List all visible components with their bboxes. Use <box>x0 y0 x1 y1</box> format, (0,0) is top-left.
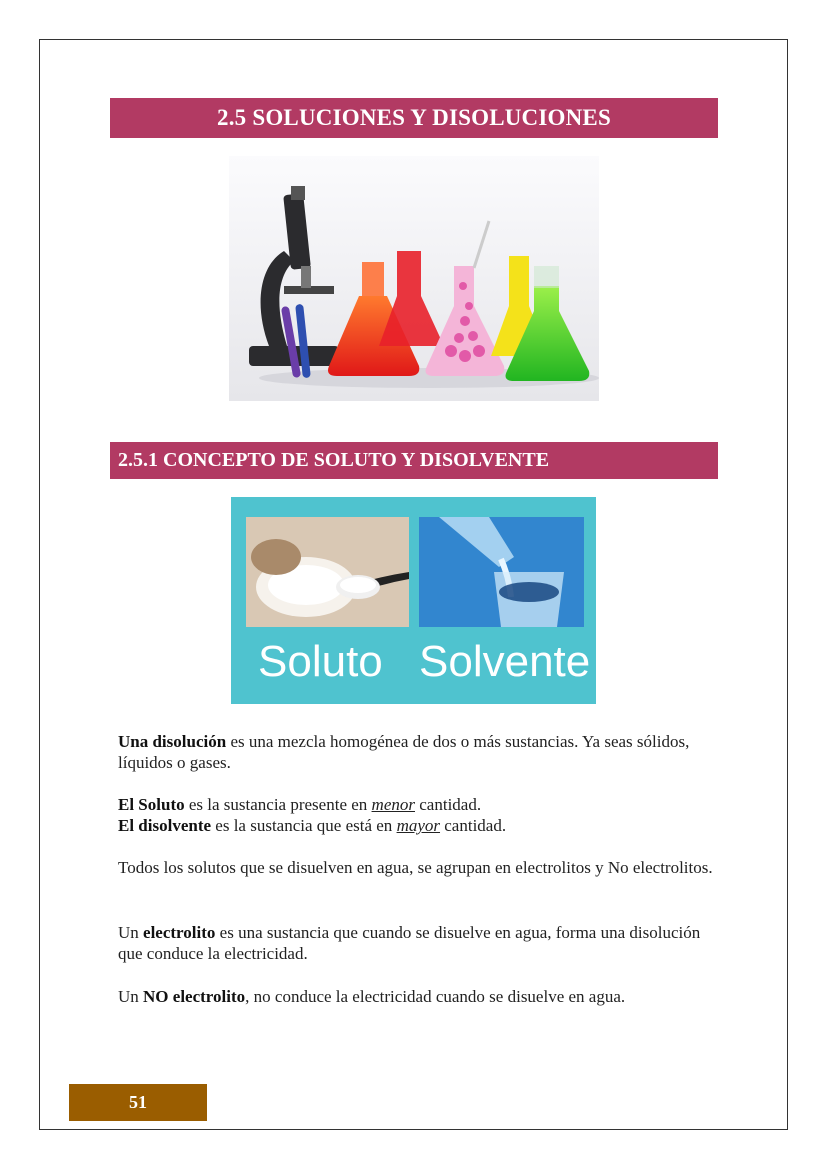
paragraph-definition: Una disolución es una mezcla homogénea de dos o más sustancias. Ya seas sólidos, líquidos o gases. <box>118 732 690 772</box>
subsection-title: 2.5.1 CONCEPTO DE SOLUTO Y DISOLVENTE <box>110 442 718 479</box>
page-number: 51 <box>69 1084 207 1121</box>
solvente-label: Solvente <box>419 637 591 686</box>
paragraph-no-electrolito: Un NO electrolito, no conduce la electricidad cuando se disuelve en agua. <box>118 987 626 1006</box>
paragraph-electrolito: Un electrolito es una sustancia que cuando se disuelve en agua, forma una disolución que conduce la electricidad. <box>118 923 701 963</box>
paragraph-soluto: El Soluto es la sustancia presente en menor cantidad. <box>118 795 482 814</box>
soluto-label: Soluto <box>258 637 383 686</box>
paragraph-disolvente: El disolvente es la sustancia que está en mayor cantidad. <box>118 816 507 835</box>
water-glass-image <box>419 517 584 627</box>
lab-equipment-image <box>229 156 599 401</box>
sugar-spoon-image <box>246 517 409 627</box>
section-title: 2.5 SOLUCIONES Y DISOLUCIONES <box>110 98 718 138</box>
paragraph-electrolitos: Todos los solutos que se disuelven en agua, se agrupan en electrolitos y No electrolitos. <box>118 858 713 877</box>
